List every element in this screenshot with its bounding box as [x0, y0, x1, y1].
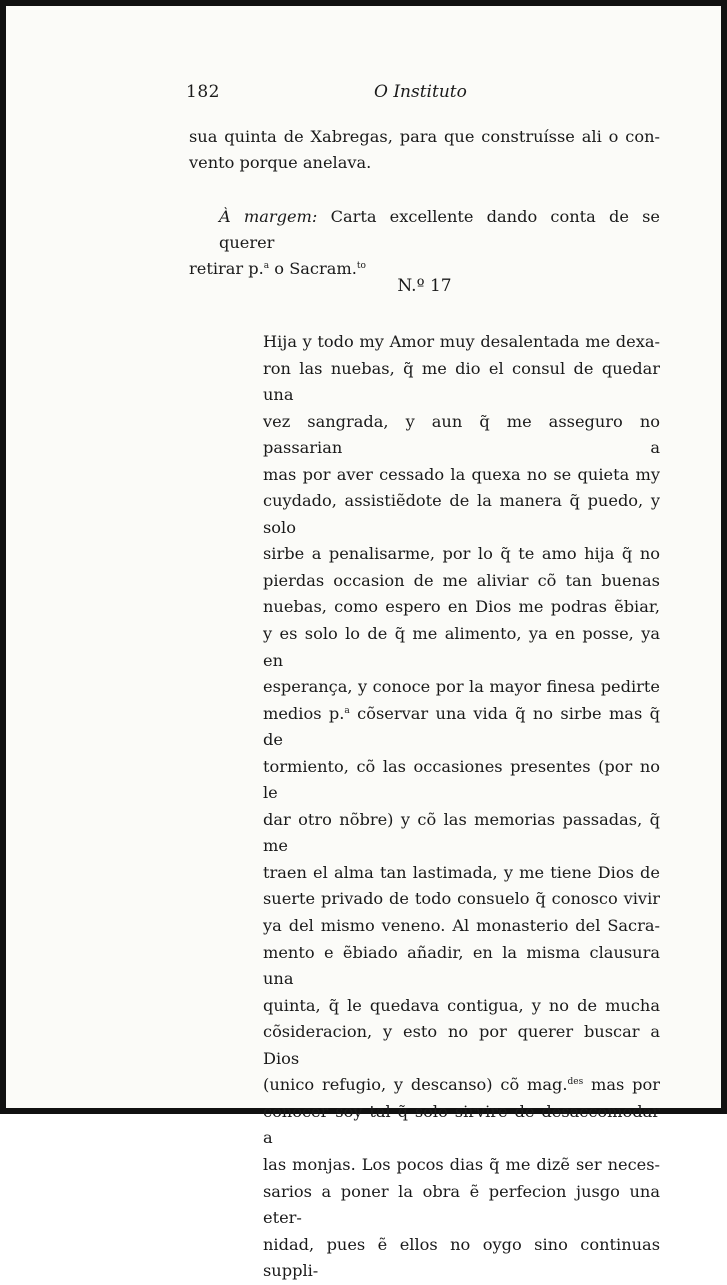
letter-line: suerte privado de todo consuelo q̃ conosco vivir: [263, 889, 660, 909]
letter-line: Hija y todo my Amor muy desalentada me dexa-: [263, 332, 660, 351]
letter-line: [263, 701, 660, 754]
letter-line: sarios a poner la obra ẽ perfecion jusgo una eter-: [263, 1181, 660, 1228]
page-number: 182: [186, 82, 220, 102]
margin-note-text: Carta excellente dando conta de se querer: [219, 207, 660, 252]
letter-line: las monjas. Los pocos dias q̃ me dizẽ ser neces-: [263, 1154, 660, 1174]
intro-paragraph: [189, 124, 660, 176]
letter-line: dar otro nõbre) y cõ las memorias passadas, q̃ me: [263, 809, 660, 856]
letter-line: tormiento, cõ las occasiones presentes (por no le: [263, 756, 660, 803]
text-line: vento porque anelava.: [189, 153, 372, 172]
letter-line: nidad, pues ẽ ellos no oygo sino continuas suppli-: [263, 1234, 660, 1281]
text-line: sua quinta de Xabregas, para que construísse ali o con-: [189, 127, 660, 146]
letter-line: pierdas occasion de me aliviar cõ tan buenas: [263, 570, 660, 590]
document-number-heading: N.º 17: [397, 276, 452, 296]
letter-line: quinta, q̃ le quedava contigua, y no de mucha: [263, 995, 660, 1015]
letter-line: ya del mismo veneno. Al monasterio del Sacra-: [263, 916, 660, 936]
letter-text: (unico refugio, y descanso) cõ mag.: [263, 1075, 568, 1095]
letter-line: mento e ẽbiado añadir, en la misma clausura una: [263, 942, 660, 989]
margin-note: [189, 204, 660, 282]
superscript: a: [263, 261, 270, 271]
margin-note-text: o Sacram.: [269, 259, 357, 278]
letter-body: [263, 329, 660, 1285]
letter-text: medios p.: [263, 703, 345, 723]
letter-line: y es solo lo de q̃ me alimento, ya en posse, ya en: [263, 624, 660, 670]
margin-note-label: À margem:: [219, 207, 318, 226]
letter-line: esperança, y conoce por la mayor finesa pedirte: [263, 677, 660, 697]
letter-line: cõsideracion, y esto no por querer buscar a Dios: [263, 1022, 660, 1068]
superscript: des: [567, 1077, 584, 1088]
letter-text: cõservar una vida q̃ no sirbe mas q̃ de: [263, 703, 660, 750]
letter-line: sirbe a penalisarme, por lo q̃ te amo hija q̃ no: [263, 544, 660, 564]
letter-line: traen el alma tan lastimada, y me tiene Dios de: [263, 862, 660, 882]
margin-note-line: [189, 204, 660, 256]
letter-line: cuydado, assistiẽdote de la manera q̃ puedo, y solo: [263, 491, 660, 537]
letter-line: [263, 1072, 660, 1099]
superscript: a: [344, 705, 350, 716]
running-title: O Instituto: [374, 82, 467, 102]
letter-line: mas por aver cessado la quexa no se quieta my: [263, 464, 660, 484]
superscript: to: [356, 261, 366, 271]
letter-line: nuebas, como espero en Dios me podras ẽbiar,: [263, 597, 660, 617]
letter-text: mas por: [583, 1075, 660, 1095]
letter-line: vez sangrada, y aun q̃ me asseguro no passarian a: [263, 411, 660, 458]
letter-line: conocer soy tal q̃ solo sirvire de desaccomodar a: [263, 1101, 660, 1148]
letter-line: ron las nuebas, q̃ me dio el consul de quedar una: [263, 358, 660, 405]
margin-note-text: retirar p.: [189, 259, 264, 278]
